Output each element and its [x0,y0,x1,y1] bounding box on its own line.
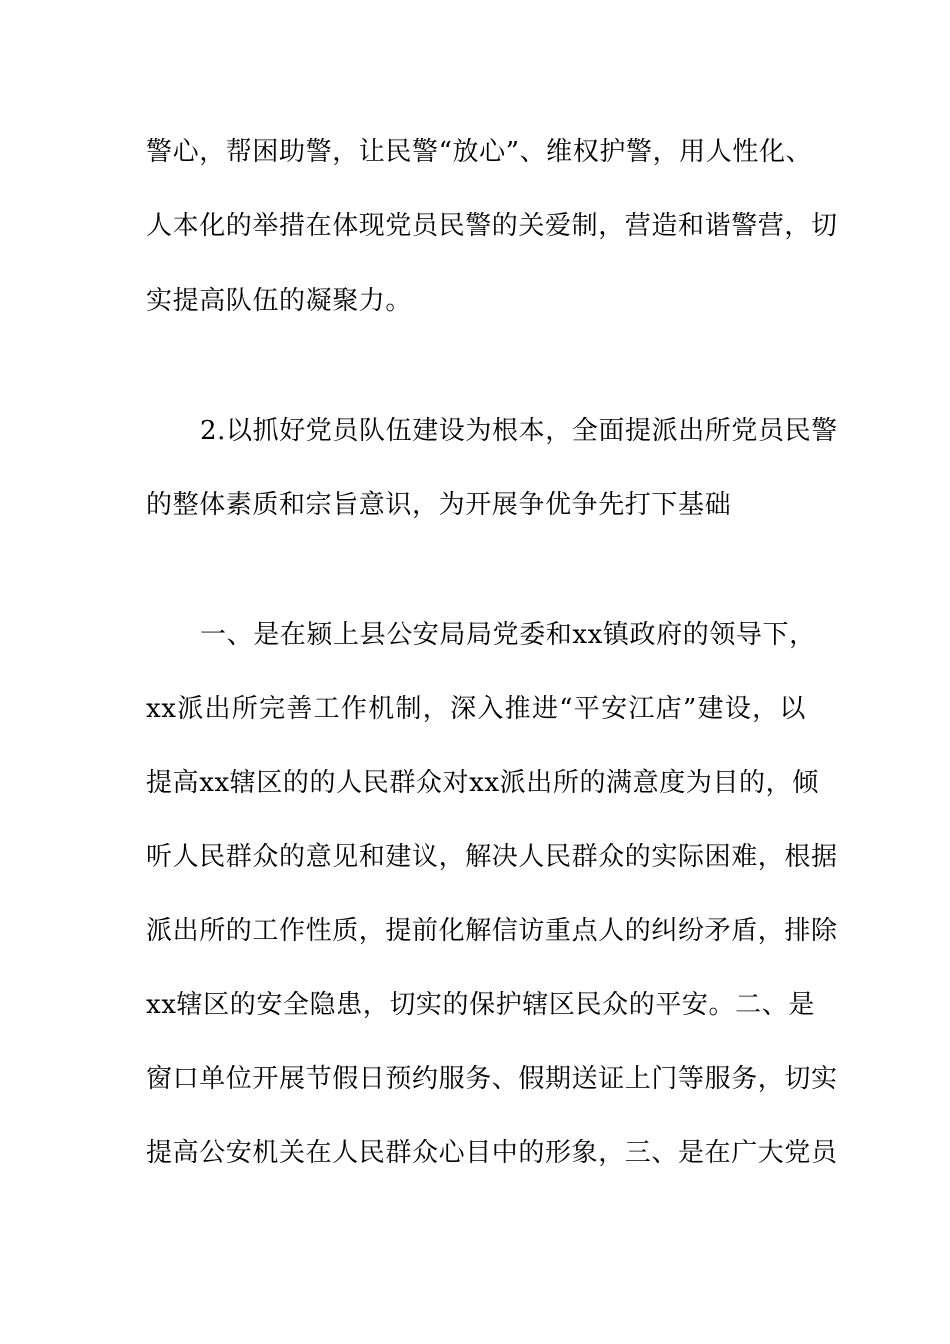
paragraph-1-line-2: 人本化的举措在体现党员民警的关爱制，营造和谐警营，切 [146,211,838,241]
paragraph-3-line-3: 提高xx辖区的的人民群众对xx派出所的满意度为目的，倾 [146,768,819,798]
paragraph-3-line-1: 一、是在颍上县公安局局党委和xx镇政府的领导下， [200,620,816,650]
paragraph-3-line-2: xx派出所完善工作机制，深入推进“平安江店”建设，以 [146,694,806,724]
paragraph-3-line-8: 提高公安机关在人民群众心目中的形象，三、是在广大党员 [146,1138,838,1168]
paragraph-2-line-1: 2.以抓好党员队伍建设为根本，全面提派出所党员民警 [200,416,838,446]
paragraph-2-line-2: 的整体素质和宗旨意识，为开展争优争先打下基础 [146,490,732,520]
paragraph-1-line-3: 实提高队伍的凝聚力。 [146,286,413,316]
paragraph-1-line-1: 警心，帮困助警，让民警“放心”、维权护警，用人性化、 [146,137,813,167]
paragraph-3-line-7: 窗口单位开展节假日预约服务、假期送证上门等服务，切实 [146,1064,838,1094]
paragraph-3-line-5: 派出所的工作性质，提前化解信访重点人的纠纷矛盾，排除 [146,916,838,946]
paragraph-3-line-4: 听人民群众的意见和建议，解决人民群众的实际困难，根据 [146,842,838,872]
paragraph-3-line-6: xx辖区的安全隐患，切实的保护辖区民众的平安。二、是 [146,990,815,1020]
